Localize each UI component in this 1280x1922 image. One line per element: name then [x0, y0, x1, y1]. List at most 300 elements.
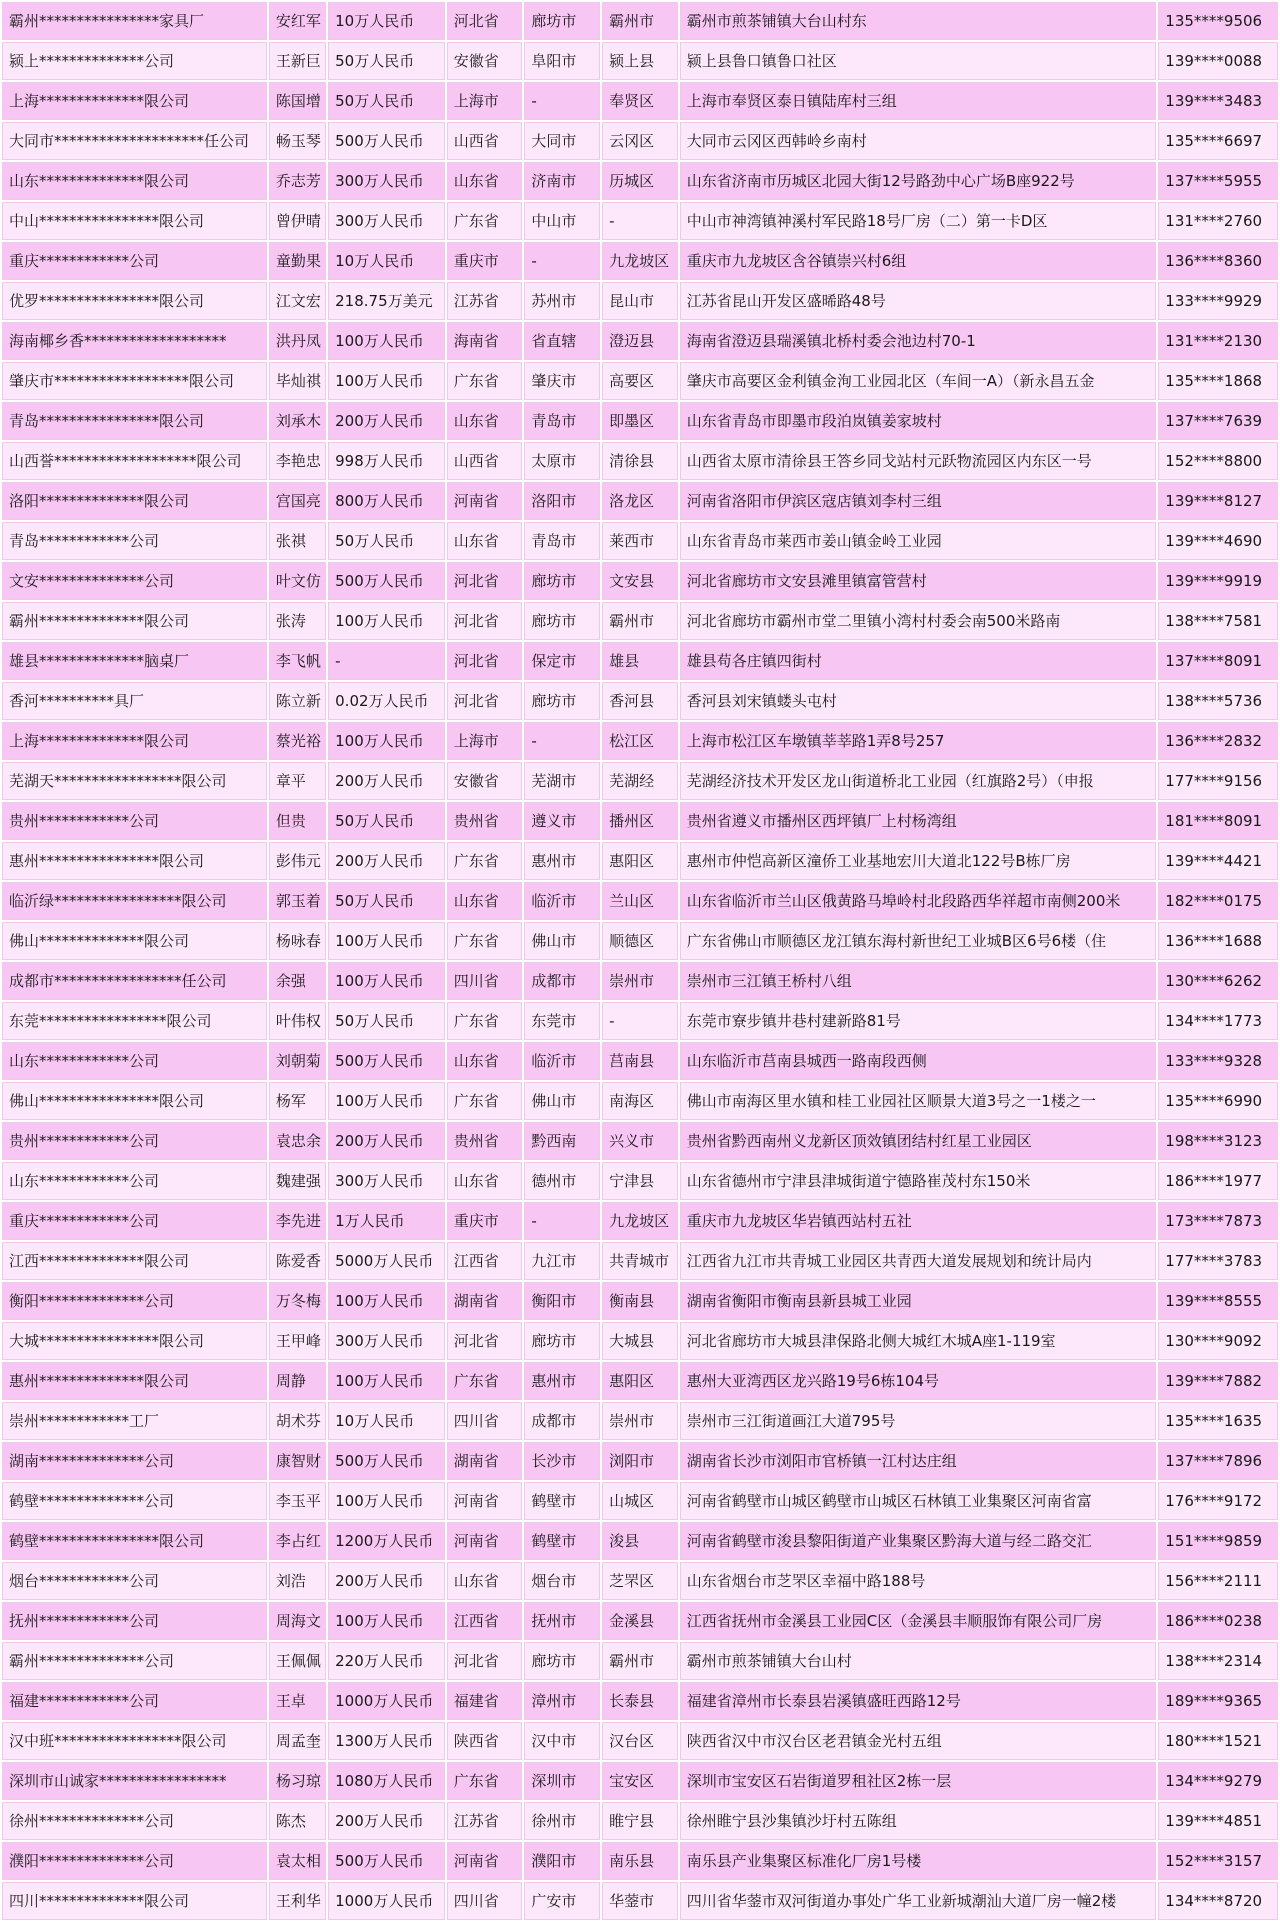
province-cell: 广东省 [447, 1002, 523, 1040]
company-name-cell: 贵州************公司 [2, 1122, 267, 1160]
address-cell: 山东省烟台市芝罘区幸福中路188号 [680, 1562, 1157, 1600]
table-row [2, 1562, 1278, 1600]
city-cell: 徐州市 [524, 1802, 600, 1840]
city-cell: 抚州市 [524, 1602, 600, 1640]
city-cell: 阜阳市 [524, 42, 600, 80]
phone-cell: 152****8800 [1158, 442, 1278, 480]
legal-person-cell: 张祺 [269, 522, 326, 560]
district-cell: 奉贤区 [602, 82, 678, 120]
province-cell: 河南省 [447, 1522, 523, 1560]
city-cell: 青岛市 [524, 402, 600, 440]
legal-person-cell: 童勤果 [269, 242, 326, 280]
address-cell: 大同市云冈区西韩岭乡南村 [680, 122, 1157, 160]
registered-capital-cell: 10万人民币 [328, 1402, 445, 1440]
table-row [2, 1362, 1278, 1400]
registered-capital-cell: 500万人民币 [328, 1042, 445, 1080]
legal-person-cell: 刘承木 [269, 402, 326, 440]
city-cell: 廊坊市 [524, 2, 600, 40]
district-cell: - [602, 202, 678, 240]
phone-cell: 198****3123 [1158, 1122, 1278, 1160]
province-cell: 江苏省 [447, 1802, 523, 1840]
legal-person-cell: 乔志芳 [269, 162, 326, 200]
phone-cell: 180****1521 [1158, 1722, 1278, 1760]
legal-person-cell: 李艳忠 [269, 442, 326, 480]
company-name-cell: 湖南**************公司 [2, 1442, 267, 1480]
phone-cell: 139****7882 [1158, 1362, 1278, 1400]
district-cell: 宝安区 [602, 1762, 678, 1800]
table-row [2, 402, 1278, 440]
company-name-cell: 海南椰乡香******************* [2, 322, 267, 360]
province-cell: 河北省 [447, 642, 523, 680]
phone-cell: 173****7873 [1158, 1202, 1278, 1240]
company-name-cell: 江西**************限公司 [2, 1242, 267, 1280]
phone-cell: 137****8091 [1158, 642, 1278, 680]
district-cell: 清徐县 [602, 442, 678, 480]
legal-person-cell: 刘朝菊 [269, 1042, 326, 1080]
registered-capital-cell: 1200万人民币 [328, 1522, 445, 1560]
address-cell: 江西省九江市共青城工业园区共青西大道发展规划和统计局内 [680, 1242, 1157, 1280]
company-name-cell: 雄县**************脑桌厂 [2, 642, 267, 680]
company-name-cell: 贵州************公司 [2, 802, 267, 840]
address-cell: 香河县刘宋镇蝼头屯村 [680, 682, 1157, 720]
address-cell: 肇庆市高要区金利镇金洵工业园北区（车间一A）（新永昌五金 [680, 362, 1157, 400]
legal-person-cell: 彭伟元 [269, 842, 326, 880]
table-row [2, 1762, 1278, 1800]
address-cell: 崇州市三江街道画江大道795号 [680, 1402, 1157, 1440]
phone-cell: 189****9365 [1158, 1682, 1278, 1720]
district-cell: 洛龙区 [602, 482, 678, 520]
registered-capital-cell: 100万人民币 [328, 922, 445, 960]
company-name-cell: 芜湖天*****************限公司 [2, 762, 267, 800]
registered-capital-cell: 10万人民币 [328, 242, 445, 280]
registered-capital-cell: - [328, 642, 445, 680]
table-row [2, 522, 1278, 560]
address-cell: 霸州市煎茶铺镇大台山村东 [680, 2, 1157, 40]
legal-person-cell: 王新巨 [269, 42, 326, 80]
legal-person-cell: 胡术芬 [269, 1402, 326, 1440]
city-cell: 漳州市 [524, 1682, 600, 1720]
phone-cell: 136****8360 [1158, 242, 1278, 280]
province-cell: 安徽省 [447, 42, 523, 80]
address-cell: 四川省华蓥市双河街道办事处广华工业新城潮汕大道厂房一幢2楼 [680, 1882, 1157, 1920]
district-cell: 播州区 [602, 802, 678, 840]
company-name-cell: 福建************公司 [2, 1682, 267, 1720]
address-cell: 海南省澄迈县瑞溪镇北桥村委会池边村70-1 [680, 322, 1157, 360]
table-row [2, 322, 1278, 360]
address-cell: 河南省鹤壁市浚县黎阳街道产业集聚区黔海大道与经二路交汇 [680, 1522, 1157, 1560]
district-cell: 大城县 [602, 1322, 678, 1360]
registered-capital-cell: 5000万人民币 [328, 1242, 445, 1280]
province-cell: 河南省 [447, 1482, 523, 1520]
province-cell: 海南省 [447, 322, 523, 360]
registered-capital-cell: 500万人民币 [328, 562, 445, 600]
legal-person-cell: 叶伟权 [269, 1002, 326, 1040]
province-cell: 广东省 [447, 842, 523, 880]
company-name-cell: 优罗****************限公司 [2, 282, 267, 320]
company-name-cell: 抚州************公司 [2, 1602, 267, 1640]
city-cell: 芜湖市 [524, 762, 600, 800]
phone-cell: 139****4851 [1158, 1802, 1278, 1840]
district-cell: 浏阳市 [602, 1442, 678, 1480]
legal-person-cell: 江文宏 [269, 282, 326, 320]
registered-capital-cell: 200万人民币 [328, 842, 445, 880]
province-cell: 山西省 [447, 442, 523, 480]
registered-capital-cell: 100万人民币 [328, 962, 445, 1000]
address-cell: 贵州省遵义市播州区西坪镇厂上村杨湾组 [680, 802, 1157, 840]
company-name-cell: 四川**************限公司 [2, 1882, 267, 1920]
province-cell: 河北省 [447, 602, 523, 640]
city-cell: 肇庆市 [524, 362, 600, 400]
district-cell: 长泰县 [602, 1682, 678, 1720]
company-name-cell: 上海**************限公司 [2, 82, 267, 120]
phone-cell: 131****2760 [1158, 202, 1278, 240]
table-row [2, 2, 1278, 40]
registered-capital-cell: 1300万人民币 [328, 1722, 445, 1760]
district-cell: 云冈区 [602, 122, 678, 160]
registered-capital-cell: 100万人民币 [328, 1362, 445, 1400]
address-cell: 雄县苟各庄镇四街村 [680, 642, 1157, 680]
company-name-cell: 东莞*****************限公司 [2, 1002, 267, 1040]
phone-cell: 137****7896 [1158, 1442, 1278, 1480]
province-cell: 陕西省 [447, 1722, 523, 1760]
address-cell: 山东省济南市历城区北园大街12号路劲中心广场B座922号 [680, 162, 1157, 200]
registered-capital-cell: 100万人民币 [328, 362, 445, 400]
phone-cell: 134****1773 [1158, 1002, 1278, 1040]
company-name-cell: 汉中班*****************限公司 [2, 1722, 267, 1760]
company-name-cell: 颍上**************公司 [2, 42, 267, 80]
district-cell: 颍上县 [602, 42, 678, 80]
table-row [2, 1682, 1278, 1720]
city-cell: 九江市 [524, 1242, 600, 1280]
registered-capital-cell: 1000万人民币 [328, 1682, 445, 1720]
table-row [2, 1402, 1278, 1440]
registered-capital-cell: 200万人民币 [328, 1562, 445, 1600]
phone-cell: 135****6697 [1158, 122, 1278, 160]
address-cell: 惠州市仲恺高新区潼侨工业基地宏川大道北122号B栋厂房 [680, 842, 1157, 880]
address-cell: 颍上县鲁口镇鲁口社区 [680, 42, 1157, 80]
company-name-cell: 重庆************公司 [2, 1202, 267, 1240]
table-row [2, 1322, 1278, 1360]
city-cell: 衡阳市 [524, 1282, 600, 1320]
city-cell: 鹤壁市 [524, 1482, 600, 1520]
table-row [2, 1042, 1278, 1080]
city-cell: 濮阳市 [524, 1842, 600, 1880]
company-name-cell: 大城****************限公司 [2, 1322, 267, 1360]
legal-person-cell: 陈爱香 [269, 1242, 326, 1280]
company-name-cell: 佛山****************限公司 [2, 1082, 267, 1120]
address-cell: 上海市奉贤区泰日镇陆库村三组 [680, 82, 1157, 120]
table-row [2, 1882, 1278, 1920]
province-cell: 山西省 [447, 122, 523, 160]
city-cell: 惠州市 [524, 1362, 600, 1400]
company-name-cell: 山东************公司 [2, 1162, 267, 1200]
city-cell: 东莞市 [524, 1002, 600, 1040]
phone-cell: 135****9506 [1158, 2, 1278, 40]
province-cell: 四川省 [447, 1882, 523, 1920]
phone-cell: 138****5736 [1158, 682, 1278, 720]
registered-capital-cell: 50万人民币 [328, 42, 445, 80]
company-name-cell: 山东************公司 [2, 1042, 267, 1080]
company-name-cell: 徐州**************公司 [2, 1802, 267, 1840]
company-name-cell: 濮阳**************公司 [2, 1842, 267, 1880]
phone-cell: 135****1635 [1158, 1402, 1278, 1440]
company-name-cell: 香河**********具厂 [2, 682, 267, 720]
table-body [2, 2, 1278, 1920]
address-cell: 河北省廊坊市霸州市堂二里镇小湾村村委会南500米路南 [680, 602, 1157, 640]
province-cell: 广东省 [447, 1082, 523, 1120]
city-cell: 洛阳市 [524, 482, 600, 520]
district-cell: 高要区 [602, 362, 678, 400]
legal-person-cell: 但贵 [269, 802, 326, 840]
legal-person-cell: 袁忠余 [269, 1122, 326, 1160]
registered-capital-cell: 218.75万美元 [328, 282, 445, 320]
registered-capital-cell: 800万人民币 [328, 482, 445, 520]
registered-capital-cell: 300万人民币 [328, 1162, 445, 1200]
phone-cell: 186****1977 [1158, 1162, 1278, 1200]
company-name-cell: 上海**************限公司 [2, 722, 267, 760]
company-name-cell: 青岛****************限公司 [2, 402, 267, 440]
legal-person-cell: 张涛 [269, 602, 326, 640]
city-cell: 佛山市 [524, 1082, 600, 1120]
phone-cell: 133****9929 [1158, 282, 1278, 320]
address-cell: 南乐县产业集聚区标准化厂房1号楼 [680, 1842, 1157, 1880]
address-cell: 山东省德州市宁津县津城街道宁德路崔茂村东150米 [680, 1162, 1157, 1200]
company-name-cell: 青岛************公司 [2, 522, 267, 560]
company-name-cell: 衡阳**************公司 [2, 1282, 267, 1320]
address-cell: 江西省抚州市金溪县工业园C区（金溪县丰顺服饰有限公司厂房 [680, 1602, 1157, 1640]
address-cell: 山东省临沂市兰山区俄黄路马埠岭村北段路西华祥超市南侧200米 [680, 882, 1157, 920]
address-cell: 霸州市煎茶铺镇大台山村 [680, 1642, 1157, 1680]
company-name-cell: 洛阳**************限公司 [2, 482, 267, 520]
district-cell: 惠阳区 [602, 1362, 678, 1400]
city-cell: 汉中市 [524, 1722, 600, 1760]
registered-capital-cell: 100万人民币 [328, 1282, 445, 1320]
registered-capital-cell: 50万人民币 [328, 802, 445, 840]
address-cell: 上海市松江区车墩镇莘莘路1弄8号257 [680, 722, 1157, 760]
phone-cell: 182****0175 [1158, 882, 1278, 920]
district-cell: 华蓥市 [602, 1882, 678, 1920]
address-cell: 江苏省昆山开发区盛晞路48号 [680, 282, 1157, 320]
address-cell: 河北省廊坊市文安县滩里镇富管营村 [680, 562, 1157, 600]
registered-capital-cell: 50万人民币 [328, 82, 445, 120]
legal-person-cell: 王佩佩 [269, 1642, 326, 1680]
legal-person-cell: 陈国增 [269, 82, 326, 120]
table-row [2, 962, 1278, 1000]
legal-person-cell: 李玉平 [269, 1482, 326, 1520]
phone-cell: 139****9919 [1158, 562, 1278, 600]
district-cell: 即墨区 [602, 402, 678, 440]
city-cell: - [524, 722, 600, 760]
city-cell: 临沂市 [524, 882, 600, 920]
registered-capital-cell: 300万人民币 [328, 1322, 445, 1360]
table-row [2, 82, 1278, 120]
city-cell: 省直辖 [524, 322, 600, 360]
legal-person-cell: 周孟奎 [269, 1722, 326, 1760]
table-row [2, 1202, 1278, 1240]
city-cell: 德州市 [524, 1162, 600, 1200]
province-cell: 山东省 [447, 522, 523, 560]
registered-capital-cell: 50万人民币 [328, 1002, 445, 1040]
province-cell: 广东省 [447, 922, 523, 960]
registered-capital-cell: 200万人民币 [328, 1802, 445, 1840]
table-row [2, 842, 1278, 880]
registered-capital-cell: 50万人民币 [328, 522, 445, 560]
registered-capital-cell: 100万人民币 [328, 1602, 445, 1640]
phone-cell: 139****4690 [1158, 522, 1278, 560]
registered-capital-cell: 1万人民币 [328, 1202, 445, 1240]
registered-capital-cell: 220万人民币 [328, 1642, 445, 1680]
province-cell: 江西省 [447, 1242, 523, 1280]
province-cell: 安徽省 [447, 762, 523, 800]
address-cell: 芜湖经济技术开发区龙山街道桥北工业园（红旗路2号）（申报 [680, 762, 1157, 800]
registered-capital-cell: 10万人民币 [328, 2, 445, 40]
province-cell: 江西省 [447, 1602, 523, 1640]
legal-person-cell: 叶文仿 [269, 562, 326, 600]
table-row [2, 762, 1278, 800]
table-row [2, 1842, 1278, 1880]
city-cell: - [524, 242, 600, 280]
legal-person-cell: 李先进 [269, 1202, 326, 1240]
city-cell: 成都市 [524, 962, 600, 1000]
table-row [2, 282, 1278, 320]
legal-person-cell: 王利华 [269, 1882, 326, 1920]
province-cell: 广东省 [447, 202, 523, 240]
city-cell: 长沙市 [524, 1442, 600, 1480]
address-cell: 崇州市三江镇王桥村八组 [680, 962, 1157, 1000]
table-row [2, 602, 1278, 640]
city-cell: 济南市 [524, 162, 600, 200]
legal-person-cell: 李飞帆 [269, 642, 326, 680]
district-cell: 九龙坡区 [602, 242, 678, 280]
company-name-cell: 山西誉*******************限公司 [2, 442, 267, 480]
district-cell: 宁津县 [602, 1162, 678, 1200]
district-cell: - [602, 1002, 678, 1040]
company-name-cell: 鹤壁****************限公司 [2, 1522, 267, 1560]
province-cell: 湖南省 [447, 1442, 523, 1480]
district-cell: 衡南县 [602, 1282, 678, 1320]
province-cell: 山东省 [447, 882, 523, 920]
address-cell: 徐州睢宁县沙集镇沙圩村五陈组 [680, 1802, 1157, 1840]
table-row [2, 362, 1278, 400]
table-row [2, 922, 1278, 960]
registered-capital-cell: 998万人民币 [328, 442, 445, 480]
phone-cell: 176****9172 [1158, 1482, 1278, 1520]
registered-capital-cell: 100万人民币 [328, 1082, 445, 1120]
district-cell: 松江区 [602, 722, 678, 760]
city-cell: 深圳市 [524, 1762, 600, 1800]
registered-capital-cell: 0.02万人民币 [328, 682, 445, 720]
company-name-cell: 中山****************限公司 [2, 202, 267, 240]
company-name-cell: 烟台************公司 [2, 1562, 267, 1600]
phone-cell: 186****0238 [1158, 1602, 1278, 1640]
address-cell: 广东省佛山市顺德区龙江镇东海村新世纪工业城B区6号6楼（住 [680, 922, 1157, 960]
address-cell: 中山市神湾镇神溪村军民路18号厂房（二）第一卡D区 [680, 202, 1157, 240]
district-cell: 霸州市 [602, 2, 678, 40]
city-cell: 太原市 [524, 442, 600, 480]
table-row [2, 42, 1278, 80]
table-row [2, 1282, 1278, 1320]
city-cell: 大同市 [524, 122, 600, 160]
city-cell: 鹤壁市 [524, 1522, 600, 1560]
district-cell: 金溪县 [602, 1602, 678, 1640]
address-cell: 山东临沂市莒南县城西一路南段西侧 [680, 1042, 1157, 1080]
phone-cell: 130****6262 [1158, 962, 1278, 1000]
district-cell: 雄县 [602, 642, 678, 680]
registered-capital-cell: 100万人民币 [328, 722, 445, 760]
table-row [2, 242, 1278, 280]
table-row [2, 682, 1278, 720]
address-cell: 贵州省黔西南州义龙新区顶效镇团结村红星工业园区 [680, 1122, 1157, 1160]
address-cell: 福建省漳州市长泰县岩溪镇盛旺西路12号 [680, 1682, 1157, 1720]
district-cell: 兰山区 [602, 882, 678, 920]
legal-person-cell: 畅玉琴 [269, 122, 326, 160]
address-cell: 重庆市九龙坡区华岩镇西站村五社 [680, 1202, 1157, 1240]
district-cell: 霸州市 [602, 602, 678, 640]
company-name-cell: 重庆************公司 [2, 242, 267, 280]
address-cell: 河南省鹤壁市山城区鹤壁市山城区石林镇工业集聚区河南省富 [680, 1482, 1157, 1520]
province-cell: 上海市 [447, 722, 523, 760]
address-cell: 陕西省汉中市汉台区老君镇金光村五组 [680, 1722, 1157, 1760]
table-row [2, 1162, 1278, 1200]
district-cell: 顺德区 [602, 922, 678, 960]
district-cell: 睢宁县 [602, 1802, 678, 1840]
district-cell: 文安县 [602, 562, 678, 600]
province-cell: 河北省 [447, 1322, 523, 1360]
province-cell: 河南省 [447, 1842, 523, 1880]
company-name-cell: 霸州**************公司 [2, 1642, 267, 1680]
district-cell: 莒南县 [602, 1042, 678, 1080]
phone-cell: 181****8091 [1158, 802, 1278, 840]
registered-capital-cell: 200万人民币 [328, 762, 445, 800]
phone-cell: 134****9279 [1158, 1762, 1278, 1800]
company-name-cell: 霸州**************限公司 [2, 602, 267, 640]
district-cell: 九龙坡区 [602, 1202, 678, 1240]
phone-cell: 156****2111 [1158, 1562, 1278, 1600]
city-cell: 中山市 [524, 202, 600, 240]
phone-cell: 177****9156 [1158, 762, 1278, 800]
company-name-cell: 佛山**************限公司 [2, 922, 267, 960]
table-row [2, 1802, 1278, 1840]
company-name-cell: 鹤壁**************公司 [2, 1482, 267, 1520]
city-cell: 成都市 [524, 1402, 600, 1440]
table-row [2, 642, 1278, 680]
district-cell: 南乐县 [602, 1842, 678, 1880]
phone-cell: 137****7639 [1158, 402, 1278, 440]
city-cell: 青岛市 [524, 522, 600, 560]
phone-cell: 177****3783 [1158, 1242, 1278, 1280]
phone-cell: 130****9092 [1158, 1322, 1278, 1360]
phone-cell: 139****3483 [1158, 82, 1278, 120]
registered-capital-cell: 50万人民币 [328, 882, 445, 920]
table-row [2, 1002, 1278, 1040]
city-cell: 广安市 [524, 1882, 600, 1920]
legal-person-cell: 陈立新 [269, 682, 326, 720]
registered-capital-cell: 500万人民币 [328, 1442, 445, 1480]
table-row [2, 1642, 1278, 1680]
district-cell: 昆山市 [602, 282, 678, 320]
legal-person-cell: 杨习琼 [269, 1762, 326, 1800]
table-row [2, 442, 1278, 480]
address-cell: 河南省洛阳市伊滨区寇店镇刘李村三组 [680, 482, 1157, 520]
province-cell: 重庆市 [447, 242, 523, 280]
legal-person-cell: 杨咏春 [269, 922, 326, 960]
table-row [2, 1482, 1278, 1520]
registered-capital-cell: 100万人民币 [328, 1482, 445, 1520]
district-cell: 兴义市 [602, 1122, 678, 1160]
legal-person-cell: 刘浩 [269, 1562, 326, 1600]
province-cell: 福建省 [447, 1682, 523, 1720]
legal-person-cell: 袁太相 [269, 1842, 326, 1880]
